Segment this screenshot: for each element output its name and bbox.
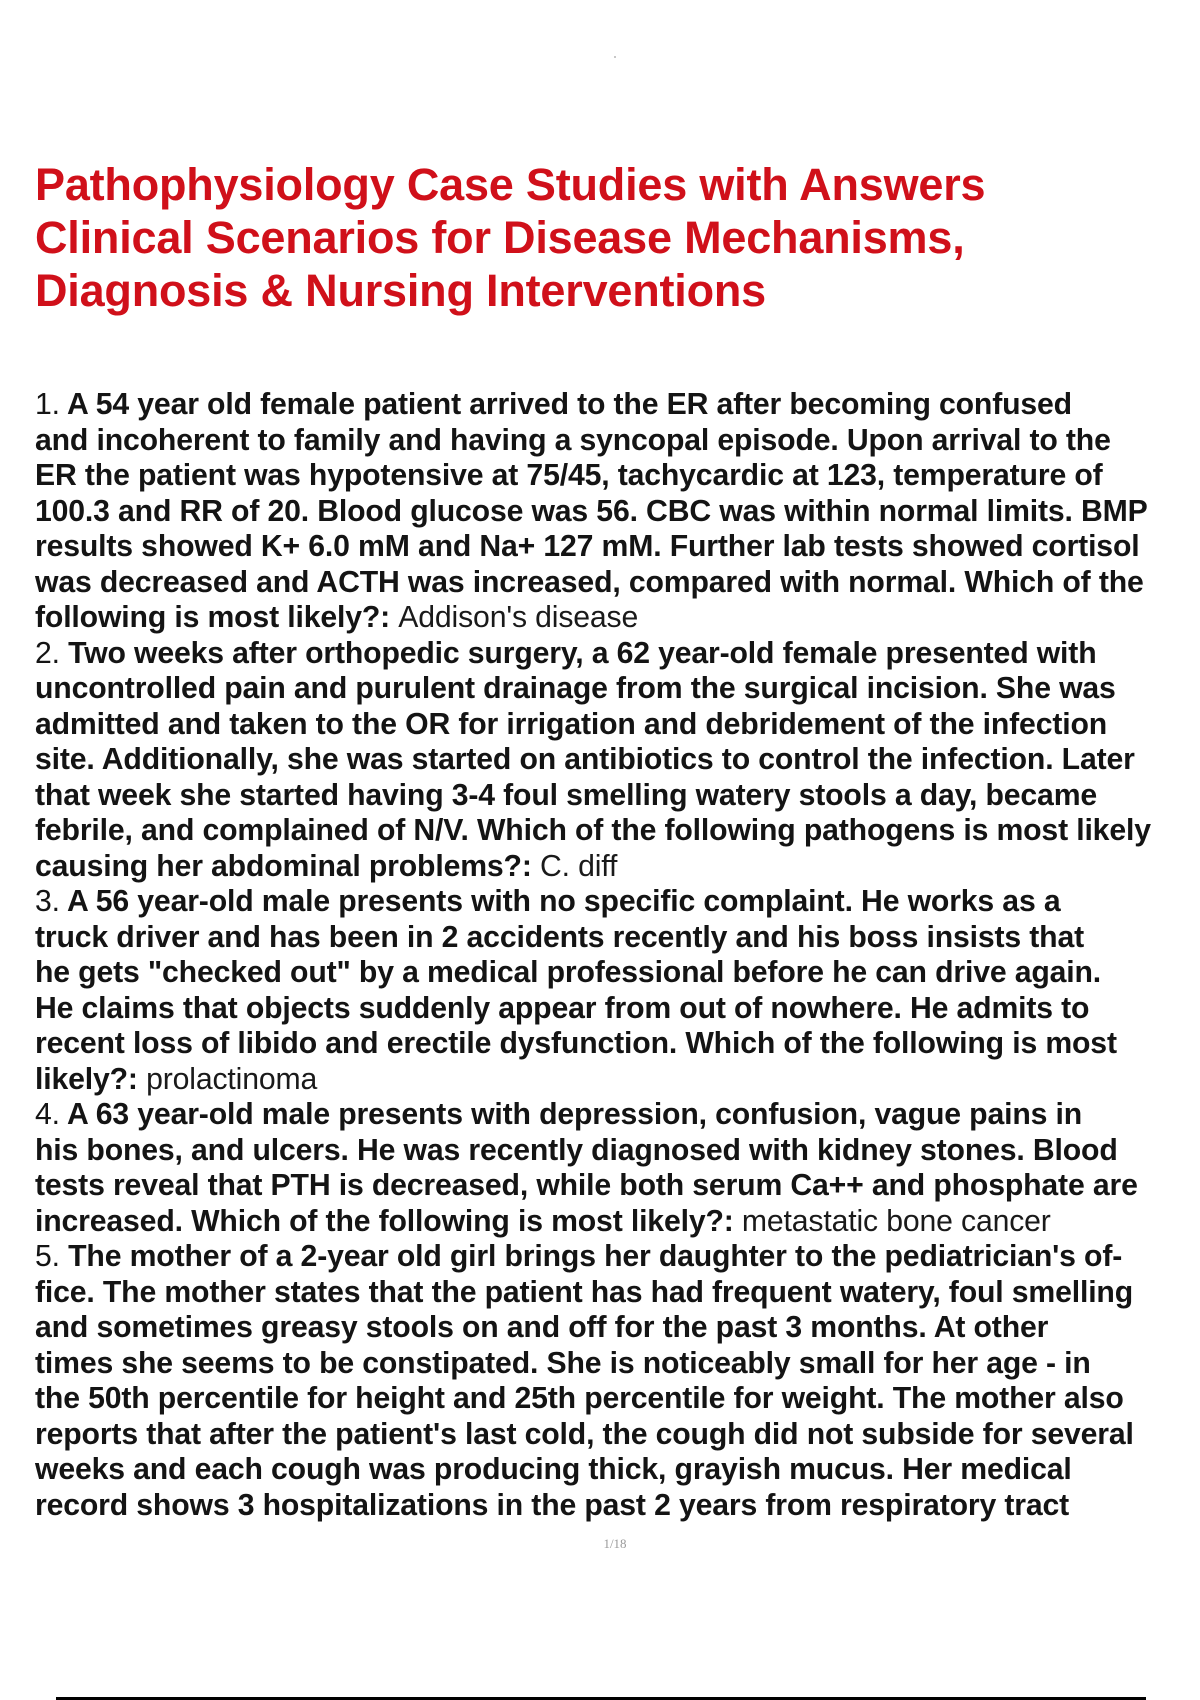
- question-text-line: that week she started having 3-4 foul smelling watery stools a day, became: [35, 778, 1098, 812]
- question-text-line: the 50th percentile for height and 25th percentile for weight. The mother also: [35, 1382, 1124, 1415]
- question-text-line: was decreased and ACTH was increased, compared with normal. Which of the: [35, 565, 1144, 599]
- question-number: 2.: [35, 636, 60, 670]
- scan-artifact-dot: [614, 56, 616, 58]
- answer-text: C. diff: [539, 849, 618, 883]
- question-item-1: [35, 387, 1200, 636]
- title-line: Clinical Scenarios for Disease Mechanisms,: [35, 212, 965, 263]
- question-number: 3.: [35, 885, 60, 918]
- answer-text: metastatic bone cancer: [741, 1204, 1051, 1238]
- question-text-line: truck driver and has been in 2 accidents recently and his boss insists that: [35, 920, 1085, 954]
- question-text-line: The mother of a 2-year old girl brings her daughter to the pediatrician's of-: [68, 1240, 1123, 1273]
- questions-list: [35, 387, 1200, 1523]
- question-text-line: 100.3 and RR of 20. Blood glucose was 56. CBC was within normal limits. BMP: [35, 494, 1148, 528]
- question-text-line: his bones, and ulcers. He was recently diagnosed with kidney stones. Blood: [35, 1133, 1118, 1167]
- question-text-line: febrile, and complained of N/V. Which of the following pathogens is most likely: [35, 814, 1151, 847]
- question-item-4: [35, 1097, 1200, 1239]
- question-text-line: increased. Which of the following is most likely?:: [35, 1204, 734, 1238]
- question-number: 1.: [35, 388, 60, 421]
- question-text-line: times she seems to be constipated. She is noticeably small for her age - in: [35, 1346, 1091, 1380]
- question-text-line: Two weeks after orthopedic surgery, a 62 year-old female presented with: [68, 636, 1097, 670]
- question-text-line: fice. The mother states that the patient has had frequent watery, foul smelling: [35, 1275, 1134, 1309]
- question-text-line: causing her abdominal problems?:: [35, 849, 532, 883]
- question-text-line: A 54 year old female patient arrived to the ER after becoming confused: [67, 388, 1072, 421]
- question-text-line: He claims that objects suddenly appear from out of nowhere. He admits to: [35, 991, 1090, 1025]
- answer-text: Addison's disease: [398, 601, 639, 634]
- page-number: 1/18: [603, 1536, 627, 1551]
- question-item-3: [35, 884, 1200, 1097]
- question-text-line: record shows 3 hospitalizations in the past 2 years from respiratory tract: [35, 1488, 1070, 1522]
- question-text-line: and incoherent to family and having a syncopal episode. Upon arrival to the: [35, 423, 1111, 457]
- question-text-line: reports that after the patient's last cold, the cough did not subside for several: [35, 1417, 1134, 1451]
- question-text-line: and sometimes greasy stools on and off for the past 3 months. At other: [35, 1311, 1049, 1344]
- question-text-line: he gets "checked out" by a medical professional before he can drive again.: [35, 956, 1102, 989]
- question-text-line: admitted and taken to the OR for irrigation and debridement of the infection: [35, 707, 1108, 741]
- question-text-line: results showed K+ 6.0 mM and Na+ 127 mM. Further lab tests showed cortisol: [35, 530, 1140, 563]
- question-text-line: weeks and each cough was producing thick, grayish mucus. Her medical: [35, 1453, 1072, 1486]
- question-text-line: recent loss of libido and erectile dysfunction. Which of the following is most: [35, 1027, 1117, 1060]
- question-text-line: site. Additionally, she was started on antibiotics to control the infection. Later: [35, 743, 1135, 776]
- question-text-line: ER the patient was hypotensive at 75/45, tachycardic at 123, temperature of: [35, 459, 1103, 492]
- question-text-line: likely?:: [35, 1062, 138, 1096]
- question-text-line: tests reveal that PTH is decreased, while both serum Ca++ and phosphate are: [35, 1169, 1138, 1202]
- question-number: 5.: [35, 1240, 60, 1273]
- title-line: Pathophysiology Case Studies with Answers: [35, 159, 986, 210]
- question-text-line: A 63 year-old male presents with depression, confusion, vague pains in: [67, 1098, 1083, 1131]
- question-text-line: uncontrolled pain and purulent drainage from the surgical incision. She was: [35, 672, 1116, 705]
- question-number: 4.: [35, 1098, 60, 1131]
- question-text-line: A 56 year-old male presents with no specific complaint. He works as a: [67, 885, 1061, 918]
- document-title: [35, 158, 1175, 317]
- question-item-2: [35, 636, 1200, 885]
- question-item-5: [35, 1239, 1200, 1523]
- answer-text: prolactinoma: [146, 1062, 318, 1096]
- question-text-line: following is most likely?:: [35, 601, 391, 634]
- title-line: Diagnosis & Nursing Interventions: [35, 265, 767, 316]
